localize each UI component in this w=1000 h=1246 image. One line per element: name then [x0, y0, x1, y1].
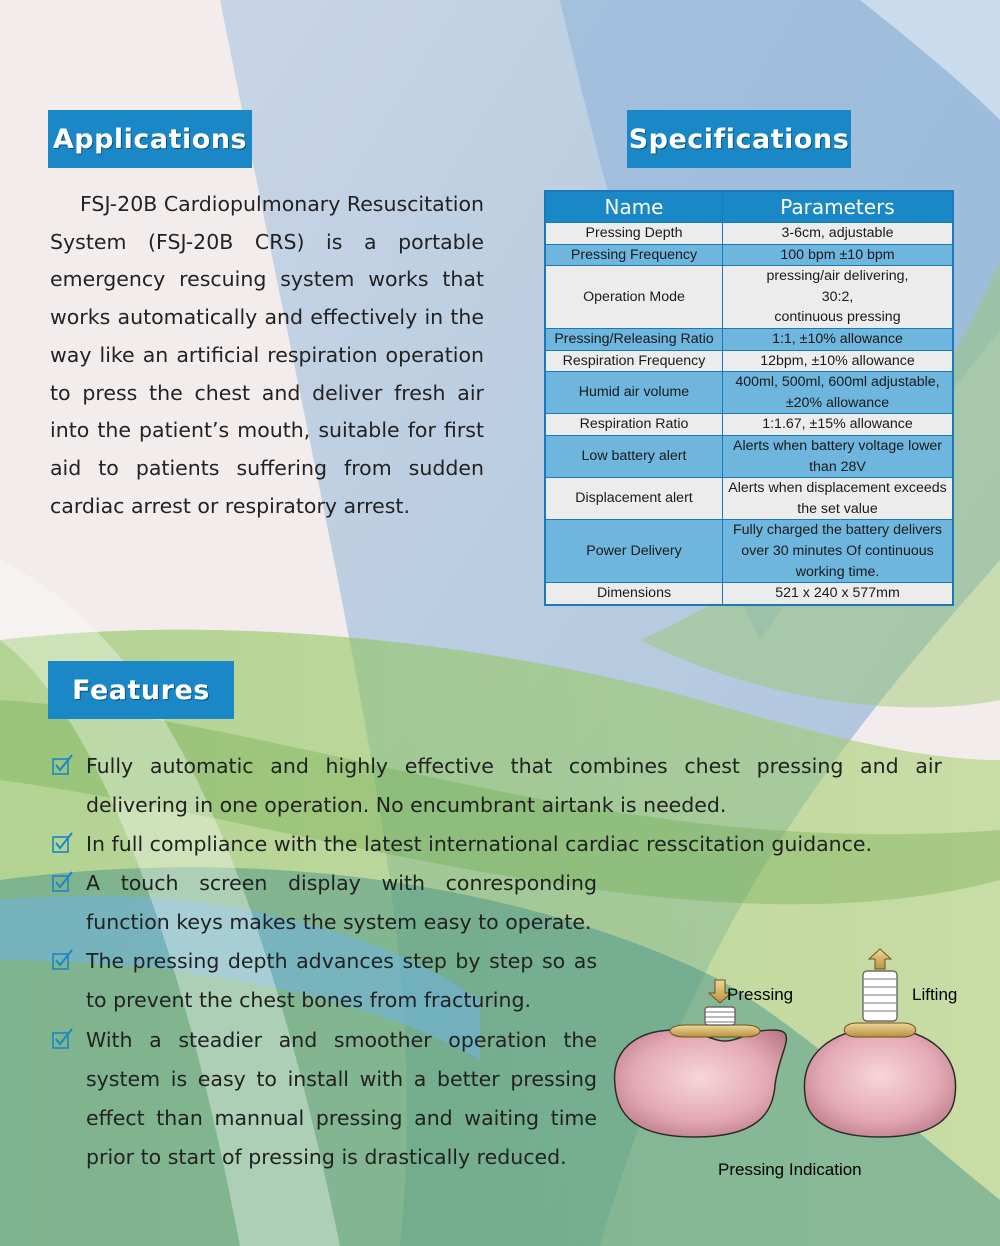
checkmark-icon — [52, 871, 74, 893]
checkmark-icon — [52, 1028, 74, 1050]
feature-text: The pressing depth advances step by step so as to prevent the chest bones from fracturing. — [86, 949, 597, 1012]
features-heading-text: Features — [72, 674, 210, 706]
pressing-illustration — [605, 945, 975, 1195]
spec-value-cell: 3-6cm, adjustable — [723, 223, 954, 245]
applications-body — [50, 186, 484, 525]
table-row — [545, 583, 953, 605]
feature-item-3 — [52, 864, 597, 942]
feature-text: In full compliance with the latest international cardiac resscitation guidance. — [86, 832, 873, 856]
table-row — [545, 435, 953, 477]
features-heading — [48, 661, 234, 719]
spec-name-cell: Pressing Frequency — [545, 244, 723, 266]
feature-item-5 — [52, 1021, 597, 1177]
table-row — [545, 328, 953, 350]
spec-value-cell: 521 x 240 x 577mm — [723, 583, 954, 605]
specifications-heading-text: Specifications — [628, 123, 850, 155]
table-row — [545, 244, 953, 266]
feature-text: Fully automatic and highly effective that combines chest pressing and air delivering in one operation. No encumbrant airtank is needed. — [86, 754, 942, 817]
table-row — [545, 266, 953, 329]
col-header-parameters: Parameters — [723, 191, 954, 223]
specifications-table — [544, 190, 954, 606]
feature-text: With a steadier and smoother operation the system is easy to install with a better pressing effect than mannual pressing and waiting time prior to start of pressing is drastically reduced. — [86, 1028, 597, 1169]
spec-name-cell: Displacement alert — [545, 478, 723, 520]
spec-value-cell: 1:1, ±10% allowance — [723, 328, 954, 350]
spec-name-cell: Respiration Frequency — [545, 350, 723, 372]
spec-value-cell: Alerts when battery voltage lower than 28V — [723, 435, 954, 477]
lifted-chest-graphic — [804, 949, 958, 1137]
feature-item-2 — [52, 825, 942, 864]
table-header-row — [545, 191, 953, 223]
col-header-name: Name — [545, 191, 723, 223]
feature-item-1 — [52, 747, 942, 825]
spec-name-cell: Respiration Ratio — [545, 414, 723, 436]
table-row — [545, 372, 953, 414]
checkbox-icon — [52, 864, 86, 942]
table-row — [545, 350, 953, 372]
lifting-label: Lifting — [912, 985, 958, 1004]
feature-item-4 — [52, 942, 597, 1020]
specifications-heading — [627, 110, 851, 168]
checkbox-icon — [52, 942, 86, 1020]
checkmark-icon — [52, 754, 74, 776]
checkbox-icon — [52, 747, 86, 825]
spec-name-cell: Dimensions — [545, 583, 723, 605]
spec-name-cell: Low battery alert — [545, 435, 723, 477]
spec-name-cell: Operation Mode — [545, 266, 723, 329]
spec-value-cell: 400ml, 500ml, 600ml adjustable, ±20% allowance — [723, 372, 954, 414]
spec-value-cell: Fully charged the battery delivers over 30 minutes Of continuous working time. — [723, 520, 954, 583]
spec-value-cell: 12bpm, ±10% allowance — [723, 350, 954, 372]
spec-value-cell: pressing/air delivering, 30:2, continuous pressing — [723, 266, 954, 329]
applications-heading-text: Applications — [52, 123, 248, 155]
table-row — [545, 414, 953, 436]
table-row — [545, 223, 953, 245]
spec-value-cell: 1:1.67, ±15% allowance — [723, 414, 954, 436]
spec-value-cell: Alerts when displacement exceeds the set value — [723, 478, 954, 520]
spec-name-cell: Humid air volume — [545, 372, 723, 414]
checkmark-icon — [52, 949, 74, 971]
applications-paragraph: FSJ-20B Cardiopulmonary Resuscitation System (FSJ-20B CRS) is a portable emergency rescuing system works that works automatically and effectively in the way like an artificial respiration operation to press the chest and deliver fresh air into the patient’s mouth, suitable for first aid to patients suffering from sudden cardiac arrest or respiratory arrest. — [50, 192, 484, 518]
table-row — [545, 520, 953, 583]
illustration-caption: Pressing Indication — [718, 1160, 862, 1179]
pressing-label: Pressing — [727, 985, 794, 1004]
feature-text: A touch screen display with conresponding function keys makes the system easy to operate. — [86, 871, 597, 934]
spec-name-cell: Power Delivery — [545, 520, 723, 583]
applications-heading — [48, 110, 252, 168]
checkbox-icon — [52, 1021, 86, 1177]
spec-value-cell: 100 bpm ±10 bpm — [723, 244, 954, 266]
spec-name-cell: Pressing Depth — [545, 223, 723, 245]
checkbox-icon — [52, 825, 86, 864]
spec-name-cell: Pressing/Releasing Ratio — [545, 328, 723, 350]
specifications-table-body — [545, 223, 953, 605]
table-row — [545, 478, 953, 520]
checkmark-icon — [52, 832, 74, 854]
